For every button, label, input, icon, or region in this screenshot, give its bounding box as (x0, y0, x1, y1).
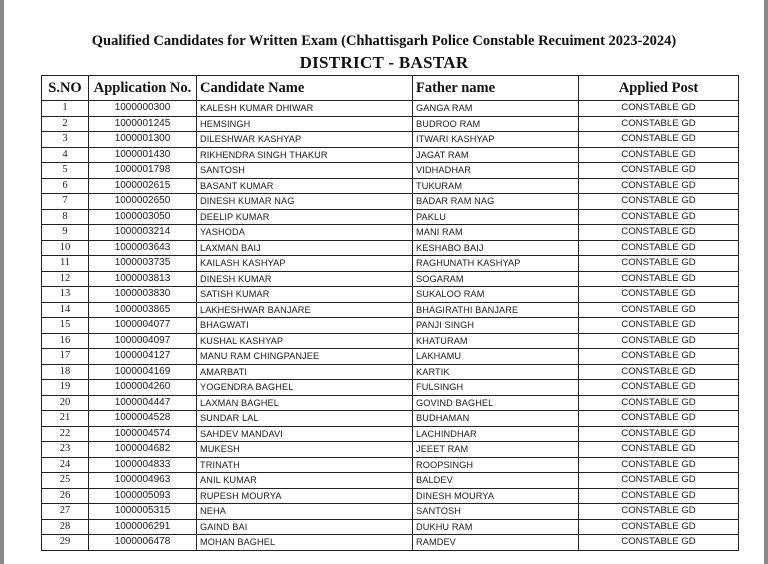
cell-father-name: FULSINGH (413, 380, 579, 396)
cell-candidate-name: HEMSINGH (197, 116, 413, 132)
cell-application-no: 1000003643 (89, 240, 197, 256)
cell-sno: 8 (42, 209, 89, 225)
cell-candidate-name: DINESH KUMAR (197, 271, 413, 287)
cell-father-name: SANTOSH (413, 504, 579, 520)
cell-candidate-name: DEELIP KUMAR (197, 209, 413, 225)
cell-application-no: 1000004077 (89, 318, 197, 334)
cell-father-name: JAGAT RAM (413, 147, 579, 163)
cell-father-name: ITWARI KASHYAP (413, 132, 579, 148)
cell-candidate-name: LAXMAN BAGHEL (197, 395, 413, 411)
cell-sno: 22 (42, 426, 89, 442)
table-row (42, 101, 739, 117)
cell-father-name: BALDEV (413, 473, 579, 489)
cell-sno: 6 (42, 178, 89, 194)
cell-applied-post: CONSTABLE GD (579, 442, 739, 458)
cell-sno: 13 (42, 287, 89, 303)
cell-candidate-name: ANIL KUMAR (197, 473, 413, 489)
cell-application-no: 1000006291 (89, 519, 197, 535)
table-row (42, 132, 739, 148)
table-body (42, 101, 739, 551)
table-row (42, 504, 739, 520)
cell-father-name: PAKLU (413, 209, 579, 225)
table-row (42, 302, 739, 318)
cell-father-name: BADAR RAM NAG (413, 194, 579, 210)
cell-applied-post: CONSTABLE GD (579, 426, 739, 442)
cell-application-no: 1000001798 (89, 163, 197, 179)
cell-applied-post: CONSTABLE GD (579, 116, 739, 132)
cell-father-name: LACHINDHAR (413, 426, 579, 442)
cell-father-name: SUKALOO RAM (413, 287, 579, 303)
cell-applied-post: CONSTABLE GD (579, 349, 739, 365)
cell-sno: 17 (42, 349, 89, 365)
cell-sno: 26 (42, 488, 89, 504)
cell-candidate-name: AMARBATI (197, 364, 413, 380)
table-row (42, 535, 739, 551)
column-header-applied-post: Applied Post (579, 76, 739, 101)
cell-father-name: KHATURAM (413, 333, 579, 349)
table-row (42, 426, 739, 442)
document-title: Qualified Candidates for Written Exam (Chhattisgarh Police Constable Recuiment 2023-2024) (91, 33, 677, 49)
cell-applied-post: CONSTABLE GD (579, 488, 739, 504)
cell-applied-post: CONSTABLE GD (579, 147, 739, 163)
cell-sno: 28 (42, 519, 89, 535)
cell-application-no: 1000004169 (89, 364, 197, 380)
table-row (42, 209, 739, 225)
table-row (42, 240, 739, 256)
table-row (42, 333, 739, 349)
column-header-candidate-name: Candidate Name (197, 76, 413, 101)
cell-applied-post: CONSTABLE GD (579, 240, 739, 256)
cell-applied-post: CONSTABLE GD (579, 504, 739, 520)
cell-application-no: 1000003813 (89, 271, 197, 287)
cell-applied-post: CONSTABLE GD (579, 380, 739, 396)
cell-candidate-name: KAILASH KASHYAP (197, 256, 413, 272)
cell-applied-post: CONSTABLE GD (579, 209, 739, 225)
cell-sno: 21 (42, 411, 89, 427)
cell-father-name: BHAGIRATHI BANJARE (413, 302, 579, 318)
cell-applied-post: CONSTABLE GD (579, 395, 739, 411)
cell-application-no: 1000000300 (89, 101, 197, 117)
table-row (42, 178, 739, 194)
document-page (4, 0, 764, 564)
cell-application-no: 1000004963 (89, 473, 197, 489)
cell-applied-post: CONSTABLE GD (579, 194, 739, 210)
table-row (42, 395, 739, 411)
cell-sno: 29 (42, 535, 89, 551)
cell-father-name: BUDROO RAM (413, 116, 579, 132)
cell-sno: 16 (42, 333, 89, 349)
cell-applied-post: CONSTABLE GD (579, 473, 739, 489)
cell-application-no: 1000004447 (89, 395, 197, 411)
cell-candidate-name: MOHAN BAGHEL (197, 535, 413, 551)
cell-applied-post: CONSTABLE GD (579, 101, 739, 117)
cell-father-name: PANJI SINGH (413, 318, 579, 334)
cell-applied-post: CONSTABLE GD (579, 519, 739, 535)
table-row (42, 380, 739, 396)
cell-candidate-name: GAIND BAI (197, 519, 413, 535)
cell-candidate-name: DILESHWAR KASHYAP (197, 132, 413, 148)
table-row (42, 256, 739, 272)
table-row (42, 411, 739, 427)
cell-applied-post: CONSTABLE GD (579, 256, 739, 272)
cell-father-name: KESHABO BAIJ (413, 240, 579, 256)
table-row (42, 349, 739, 365)
cell-candidate-name: SATISH KUMAR (197, 287, 413, 303)
cell-father-name: GOVIND BAGHEL (413, 395, 579, 411)
cell-candidate-name: YOGENDRA BAGHEL (197, 380, 413, 396)
column-header-application-no: Application No. (89, 76, 197, 101)
table-row (42, 225, 739, 241)
district-heading: DISTRICT - BASTAR (299, 53, 469, 72)
table-row (42, 194, 739, 210)
cell-candidate-name: BHAGWATI (197, 318, 413, 334)
cell-sno: 1 (42, 101, 89, 117)
cell-applied-post: CONSTABLE GD (579, 225, 739, 241)
cell-application-no: 1000005315 (89, 504, 197, 520)
column-header-sno: S.NO (42, 76, 89, 101)
table-row (42, 457, 739, 473)
cell-father-name: KARTIK (413, 364, 579, 380)
cell-application-no: 1000001430 (89, 147, 197, 163)
cell-application-no: 1000003050 (89, 209, 197, 225)
cell-application-no: 1000003830 (89, 287, 197, 303)
cell-father-name: ROOPSINGH (413, 457, 579, 473)
cell-father-name: TUKURAM (413, 178, 579, 194)
cell-candidate-name: NEHA (197, 504, 413, 520)
column-header-father-name: Father name (413, 76, 579, 101)
cell-sno: 18 (42, 364, 89, 380)
cell-application-no: 1000006478 (89, 535, 197, 551)
cell-candidate-name: YASHODA (197, 225, 413, 241)
cell-application-no: 1000004127 (89, 349, 197, 365)
cell-father-name: JEEET RAM (413, 442, 579, 458)
cell-candidate-name: TRINATH (197, 457, 413, 473)
table-row (42, 271, 739, 287)
cell-candidate-name: RIKHENDRA SINGH THAKUR (197, 147, 413, 163)
cell-sno: 24 (42, 457, 89, 473)
cell-sno: 25 (42, 473, 89, 489)
cell-father-name: GANGA RAM (413, 101, 579, 117)
cell-father-name: BUDHAMAN (413, 411, 579, 427)
table-row (42, 116, 739, 132)
cell-application-no: 1000004097 (89, 333, 197, 349)
cell-candidate-name: DINESH KUMAR NAG (197, 194, 413, 210)
cell-sno: 19 (42, 380, 89, 396)
cell-candidate-name: LAKHESHWAR BANJARE (197, 302, 413, 318)
cell-candidate-name: KUSHAL KASHYAP (197, 333, 413, 349)
cell-father-name: DINESH MOURYA (413, 488, 579, 504)
cell-father-name: RAMDEV (413, 535, 579, 551)
cell-application-no: 1000002615 (89, 178, 197, 194)
cell-sno: 27 (42, 504, 89, 520)
table-row (42, 318, 739, 334)
table-row (42, 519, 739, 535)
table-row (42, 488, 739, 504)
cell-sno: 3 (42, 132, 89, 148)
cell-applied-post: CONSTABLE GD (579, 302, 739, 318)
cell-father-name: RAGHUNATH KASHYAP (413, 256, 579, 272)
cell-candidate-name: SAHDEV MANDAVI (197, 426, 413, 442)
cell-application-no: 1000003214 (89, 225, 197, 241)
cell-application-no: 1000001300 (89, 132, 197, 148)
cell-sno: 2 (42, 116, 89, 132)
cell-applied-post: CONSTABLE GD (579, 535, 739, 551)
cell-applied-post: CONSTABLE GD (579, 318, 739, 334)
cell-candidate-name: RUPESH MOURYA (197, 488, 413, 504)
cell-candidate-name: MUKESH (197, 442, 413, 458)
cell-sno: 5 (42, 163, 89, 179)
cell-sno: 11 (42, 256, 89, 272)
cell-candidate-name: SUNDAR LAL (197, 411, 413, 427)
table-row (42, 364, 739, 380)
cell-sno: 9 (42, 225, 89, 241)
table-header-row (42, 76, 739, 101)
cell-father-name: LAKHAMU (413, 349, 579, 365)
cell-sno: 12 (42, 271, 89, 287)
cell-sno: 23 (42, 442, 89, 458)
cell-father-name: SOGARAM (413, 271, 579, 287)
cell-application-no: 1000001245 (89, 116, 197, 132)
cell-application-no: 1000005093 (89, 488, 197, 504)
cell-application-no: 1000003865 (89, 302, 197, 318)
table-row (42, 442, 739, 458)
cell-applied-post: CONSTABLE GD (579, 411, 739, 427)
cell-sno: 4 (42, 147, 89, 163)
cell-applied-post: CONSTABLE GD (579, 333, 739, 349)
cell-applied-post: CONSTABLE GD (579, 457, 739, 473)
cell-applied-post: CONSTABLE GD (579, 287, 739, 303)
cell-candidate-name: BASANT KUMAR (197, 178, 413, 194)
cell-sno: 14 (42, 302, 89, 318)
cell-father-name: VIDHADHAR (413, 163, 579, 179)
cell-application-no: 1000003735 (89, 256, 197, 272)
cell-applied-post: CONSTABLE GD (579, 132, 739, 148)
cell-father-name: DUKHU RAM (413, 519, 579, 535)
cell-father-name: MANI RAM (413, 225, 579, 241)
cell-candidate-name: MANU RAM CHINGPANJEE (197, 349, 413, 365)
table-row (42, 287, 739, 303)
cell-application-no: 1000004682 (89, 442, 197, 458)
table-row (42, 473, 739, 489)
table-row (42, 163, 739, 179)
cell-application-no: 1000004260 (89, 380, 197, 396)
cell-sno: 7 (42, 194, 89, 210)
cell-application-no: 1000004833 (89, 457, 197, 473)
cell-candidate-name: KALESH KUMAR DHIWAR (197, 101, 413, 117)
candidates-table (41, 75, 739, 551)
cell-applied-post: CONSTABLE GD (579, 271, 739, 287)
cell-candidate-name: LAXMAN BAIJ (197, 240, 413, 256)
cell-sno: 20 (42, 395, 89, 411)
cell-application-no: 1000004528 (89, 411, 197, 427)
cell-applied-post: CONSTABLE GD (579, 364, 739, 380)
cell-sno: 15 (42, 318, 89, 334)
table-row (42, 147, 739, 163)
cell-applied-post: CONSTABLE GD (579, 163, 739, 179)
cell-application-no: 1000004574 (89, 426, 197, 442)
cell-applied-post: CONSTABLE GD (579, 178, 739, 194)
cell-candidate-name: SANTOSH (197, 163, 413, 179)
cell-sno: 10 (42, 240, 89, 256)
cell-application-no: 1000002650 (89, 194, 197, 210)
